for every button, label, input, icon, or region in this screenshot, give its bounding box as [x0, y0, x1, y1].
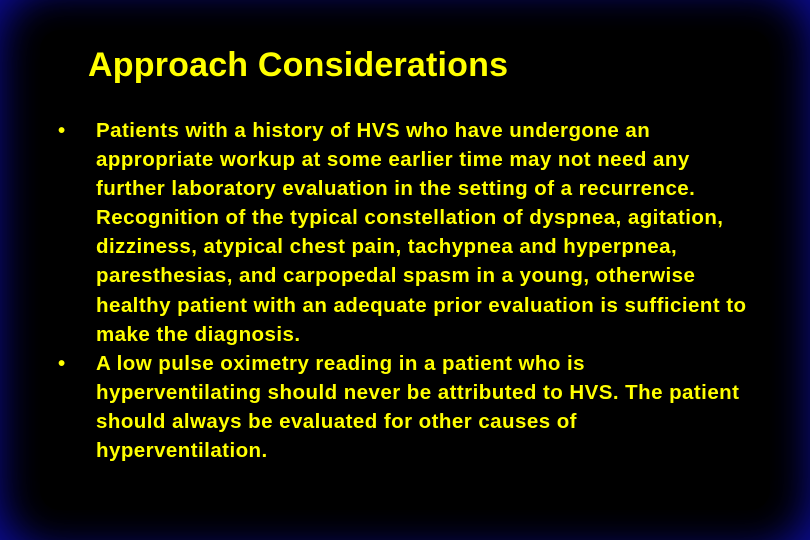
bullet-icon: •: [58, 351, 66, 375]
bullet-text: A low pulse oximetry reading in a patient who is hyperventilating should never be attributed to HVS. The patient should always be evaluated for other causes of hyperventilation.: [96, 351, 740, 463]
bullet-list: [58, 116, 748, 465]
bullet-item: [58, 116, 748, 349]
bullet-item: [58, 349, 748, 465]
slide-title: Approach Considerations: [88, 46, 509, 84]
bullet-text: Patients with a history of HVS who have undergone an appropriate workup at some earlier time may not need any further laboratory evaluation in the setting of a recurrence. Recognition of the typical constellation of dyspnea, agitation, dizziness, atypical chest pain, tachypnea and hyperpnea, paresthesias, and carpopedal spasm in a young, otherwise healthy patient with an adequate prior evaluation is sufficient to make the diagnosis.: [96, 119, 747, 346]
bullet-icon: •: [58, 119, 66, 142]
